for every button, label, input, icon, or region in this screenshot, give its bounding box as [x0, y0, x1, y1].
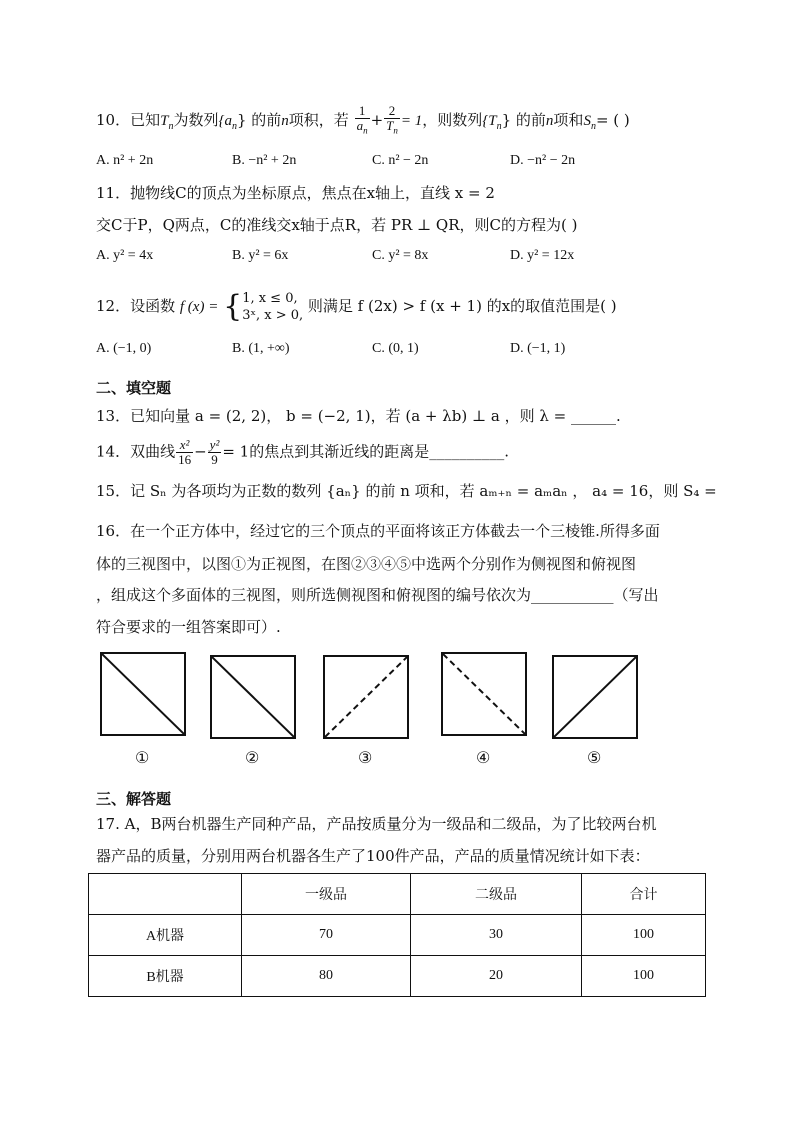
- q16-line-2: 体的三视图中，以图①为正视图，在图②③④⑤中选两个分别作为侧视图和俯视图: [96, 555, 637, 573]
- q10-option-a: A. n² + 2n: [96, 153, 154, 168]
- table-header-row: [89, 874, 706, 915]
- table-header-cell: 二级品: [411, 874, 582, 915]
- q10-stem: 10．已知$T_n$为数列$\{a_n\}$ 的前n项积，若 $\frac{1}{a_n}$ + $\frac{2}{T_n}$ = 1，则数列$\{T_n\}$ 的前n项和$S_n=$ ( ): [96, 103, 630, 136]
- figure-3-square: [323, 655, 409, 739]
- figure-5-square: [552, 655, 638, 739]
- q15: 15．记 Sₙ 为各项均为正数的数列 {aₙ} 的前 n 项和，若 aₘ₊ₙ = aₘaₙ ， a₄ = 16，则 S₄ =: [96, 482, 717, 500]
- figure-label-5: ⑤: [587, 748, 602, 767]
- section-solution: 三、解答题: [96, 790, 172, 808]
- q13: 13．已知向量 a = (2, 2)， b = (−2, 1)，若 (a + λb) ⊥ a ，则 λ = ______.: [96, 407, 621, 425]
- q12-option-b: B. (1, +∞): [232, 341, 290, 356]
- table-cell: 20: [411, 956, 582, 997]
- figure-label-3: ③: [358, 748, 373, 767]
- table-cell: A机器: [89, 915, 242, 956]
- q10-option-b: B. −n² + 2n: [232, 153, 297, 168]
- figure-label-1: ①: [135, 748, 150, 767]
- table-cell: 70: [242, 915, 411, 956]
- figure-4-dashed-diagonal: [443, 654, 525, 734]
- table-header-cell: 一级品: [242, 874, 411, 915]
- q11-option-a: A. y² = 4x: [96, 248, 154, 263]
- quality-table: [88, 873, 706, 997]
- table-row: [89, 915, 706, 956]
- q10-option-c: C. n² − 2n: [372, 153, 429, 168]
- q10-fraction-1: $\frac{1}{a_n}$: [356, 103, 368, 136]
- figure-label-2: ②: [245, 748, 260, 767]
- q16-line-1: 16．在一个正方体中，经过它的三个顶点的平面将该正方体截去一个三棱锥.所得多面: [96, 522, 660, 540]
- q12-piecewise: 1, x ≤ 0, 3ˣ, x > 0,: [242, 291, 304, 323]
- table-cell: 80: [242, 956, 411, 997]
- figure-1-square: [100, 652, 186, 736]
- q12-option-d: D. (−1, 1): [510, 341, 566, 356]
- figure-5-diagonal: [554, 657, 636, 737]
- q12-option-c: C. (0, 1): [372, 341, 419, 356]
- table-cell: 100: [582, 956, 706, 997]
- figure-2-diagonal: [212, 657, 294, 737]
- figure-4-square: [441, 652, 527, 736]
- q11-line-2: 交C于P，Q两点，C的准线交x轴于点R，若 PR ⊥ QR，则C的方程为( ): [96, 216, 578, 234]
- q11-option-d: D. y² = 12x: [510, 248, 575, 263]
- q16-line-4: 符合要求的一组答案即可）.: [96, 618, 281, 636]
- q14: 14．双曲线 $\frac{\text{x²}}{16}$ − $\frac{\text{y²}}{9}$ = 1的焦点到其渐近线的距离是__________.: [96, 437, 509, 467]
- q10-fraction-2: $\frac{2}{T_n}$: [386, 103, 398, 136]
- figure-2-square: [210, 655, 296, 739]
- figure-1-diagonal: [102, 654, 184, 734]
- table-header-cell: 合计: [582, 874, 706, 915]
- figure-label-4: ④: [476, 748, 491, 767]
- table-cell: B机器: [89, 956, 242, 997]
- q17-line-2: 器产品的质量，分别用两台机器各生产了100件产品，产品的质量情况统计如下表：: [96, 847, 650, 865]
- section-fill-in: 二、填空题: [96, 379, 172, 397]
- q16-line-3: ，组成这个多面体的三视图，则所选侧视图和俯视图的编号依次为___________（写出: [96, 586, 659, 604]
- table-cell: 100: [582, 915, 706, 956]
- q11-option-b: B. y² = 6x: [232, 248, 289, 263]
- q11-line-1: 11．抛物线C的顶点为坐标原点，焦点在x轴上，直线 x = 2: [96, 184, 495, 202]
- table-header-cell: [89, 874, 242, 915]
- table-cell: 30: [411, 915, 582, 956]
- q12-stem: 12．设函数 f (x) = { 1, x ≤ 0, 3ˣ, x > 0, 则满足 f (2x) > f (x + 1) 的x的取值范围是( ): [96, 289, 617, 324]
- q10-option-d: D. −n² − 2n: [510, 153, 576, 168]
- figure-3-dashed-diagonal: [325, 657, 407, 737]
- table-row: [89, 956, 706, 997]
- q11-option-c: C. y² = 8x: [372, 248, 429, 263]
- q17-line-1: 17. A，B两台机器生产同种产品，产品按质量分为一级品和二级品，为了比较两台机: [96, 815, 657, 833]
- q12-option-a: A. (−1, 0): [96, 341, 152, 356]
